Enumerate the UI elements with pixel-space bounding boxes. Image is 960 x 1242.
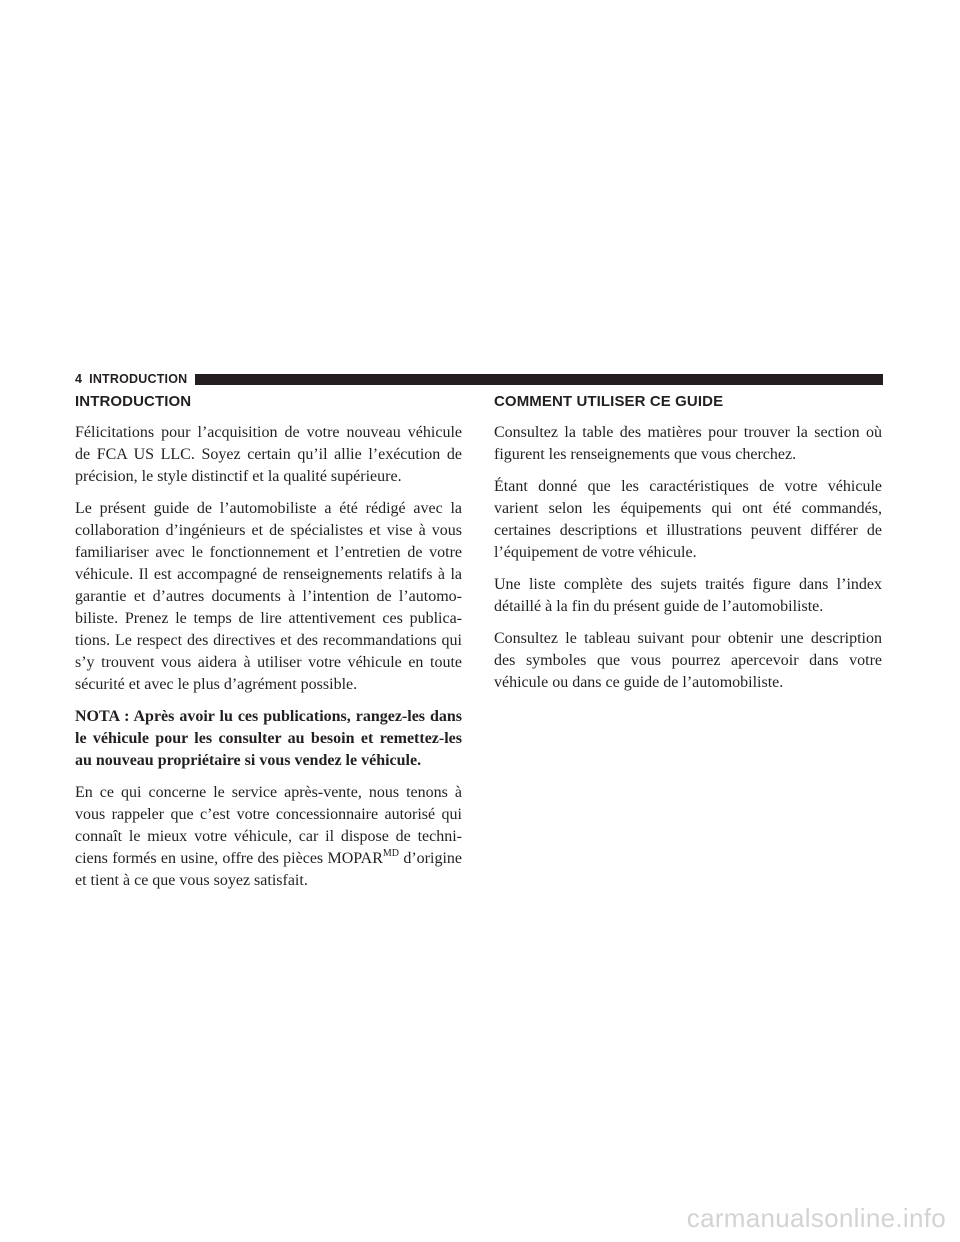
trademark-superscript: MD — [382, 848, 400, 859]
symbols-paragraph: Consultez le tableau suivant pour obtenir une description des symboles que vous pourrez apercevoir dans votre véhicule ou dans ce guide de l’automobiliste. — [494, 630, 882, 691]
page-header — [75, 372, 883, 386]
after-sales-text: En ce qui concerne le service après-vente, nous tenons à vous rappeler que c’est votre concessionnaire autorisé qui connaît le mieux votre véhicule, car il dispose de techni-ciens formés en usine, offre des pièces MOPAR — [75, 784, 462, 867]
note-paragraph: NOTA : Après avoir lu ces publications, rangez-les dans le véhicule pour les consulter au besoin et remettez-les au nouveau propriétaire si vous vendez le véhicule. — [75, 708, 462, 769]
page-number: 4 — [75, 372, 83, 386]
how-to-use-heading: COMMENT UTILISER CE GUIDE — [494, 393, 724, 410]
after-sales-text-end: d’origine et tient à ce que vous soyez satisfait. — [75, 850, 462, 889]
index-paragraph: Une liste complète des sujets traités figure dans l’index détaillé à la fin du présent guide de l’automobiliste. — [494, 576, 882, 615]
section-title: INTRODUCTION — [89, 372, 188, 386]
after-sales-paragraph — [75, 782, 462, 892]
equipment-varies-paragraph: Étant donné que les caractéristiques de votre véhicule varient selon les équipements qui ont été commandés, certaines descriptions et illustrations peuvent différer de l’équipement de votre véhicule. — [494, 478, 882, 561]
introduction-heading: INTRODUCTION — [75, 393, 192, 410]
header-rule — [195, 374, 883, 385]
left-column — [75, 392, 462, 902]
congratulations-paragraph: Félicitations pour l’acquisition de votre nouveau véhicule de FCA US LLC. Soyez certain qu’il allie l’exécution de précision, le style distinctif et la qualité supérieure. — [75, 424, 462, 485]
watermark: carmanualsonline.info — [686, 1203, 946, 1233]
guide-description-paragraph: Le présent guide de l’automobiliste a été rédigé avec la collaboration d’ingénieurs et de spécialistes et vise à vous familiariser avec le fonctionnement et l’entretien de votre véhicule. Il est accompagné de renseignements relatifs à la garantie et d’autres documents à l’intention de l’automo-biliste. Prenez le temps de lire attentivement ces publica-tions. Le respect des directives et des recommandations qui s’y trouvent vous aidera à utiliser votre véhicule en toute sécurité et avec le plus d’agrément possible. — [75, 500, 462, 693]
right-column — [494, 392, 882, 704]
table-of-contents-paragraph: Consultez la table des matières pour trouver la section où figurent les renseignements que vous cherchez. — [494, 424, 882, 463]
